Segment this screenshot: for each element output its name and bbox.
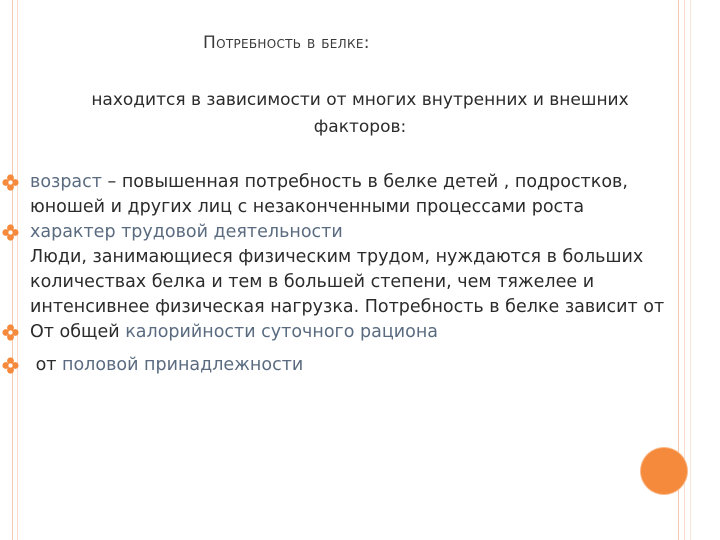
flower-bullet-icon (2, 324, 19, 341)
flower-bullet-icon (2, 224, 19, 241)
right-border-line (690, 0, 691, 540)
flower-bullet-icon (2, 357, 19, 374)
list-item-continuation (0, 245, 680, 320)
decor-circle (641, 448, 687, 494)
item-lead: возраст (30, 172, 102, 192)
flower-bullet-icon (2, 174, 19, 191)
item-prefix: От общей (30, 322, 126, 342)
subtitle-line: факторов: (313, 117, 407, 137)
slide-title-text: Потребность в белке: (203, 33, 370, 53)
item-lead: половой принадлежности (62, 355, 304, 375)
item-lead: характер трудовой деятельности (30, 222, 343, 242)
list-item (0, 220, 680, 245)
item-text: Люди, занимающиеся физическим трудом, нуждаются в больших количествах белка и тем в большей степени, чем тяжелее и интенсивнее физическая нагрузка. Потребность в белке зависит от (30, 247, 665, 317)
subtitle-line: находится в зависимости от многих внутренних и внешних (91, 90, 629, 110)
slide-subtitle (40, 87, 680, 141)
slide-title (203, 33, 370, 53)
item-prefix: от (30, 355, 63, 375)
list-item (0, 353, 680, 378)
item-text: – повышенная потребность в белке детей , подростков, юношей и других лиц с незаконченными процессами роста (30, 172, 628, 217)
list-item (0, 320, 680, 345)
bullet-list (0, 170, 680, 378)
item-lead: калорийности суточного рациона (125, 322, 438, 342)
list-item (0, 170, 680, 220)
